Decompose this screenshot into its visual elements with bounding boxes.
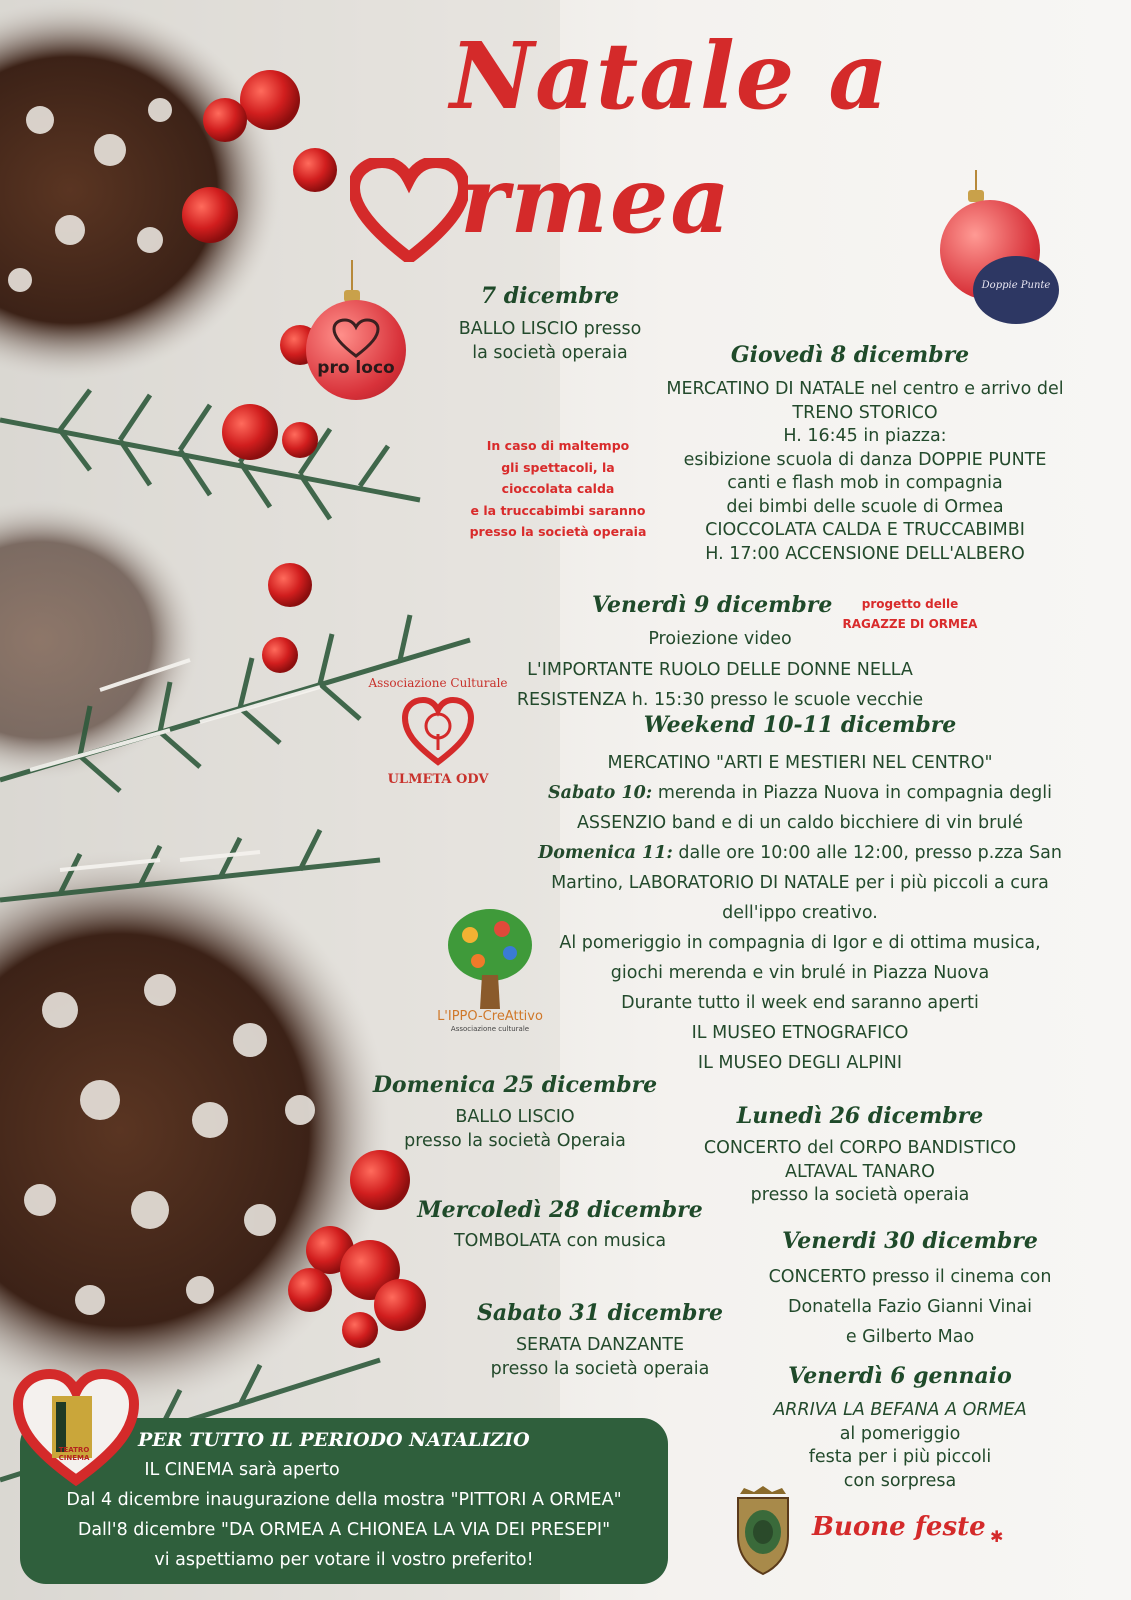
doppie-punte-text: Doppie Punte <box>981 280 1051 291</box>
event-date-26-dicembre: Lunedì 26 dicembre <box>736 1103 984 1129</box>
event-line: Proiezione video <box>648 629 792 649</box>
note-line: progetto delle <box>861 597 959 611</box>
event-line: con sorpresa <box>843 1470 957 1491</box>
note-line: cioccolata calda <box>501 481 615 496</box>
event-line: presso la società operaia <box>750 1185 970 1205</box>
event-line: la società operaia <box>472 342 628 363</box>
event-line: IL MUSEO DEGLI ALPINI <box>697 1053 903 1073</box>
ornament-hook <box>975 170 977 192</box>
event-line: CONCERTO presso il cinema con <box>768 1267 1052 1287</box>
event-line: CONCERTO del CORPO BANDISTICO <box>703 1138 1017 1158</box>
heart-tree-icon <box>402 696 474 766</box>
doppie-punte-logo <box>973 256 1059 324</box>
event-line: canti e flash mob in compagnia <box>727 473 1003 493</box>
note-line: gli spettacoli, la <box>501 459 615 475</box>
event-line: ASSENZIO band e di un caldo bicchiere di vin brulé <box>576 813 1024 833</box>
event-line: presso la società operaia <box>490 1358 710 1379</box>
pro-loco-logo <box>306 300 406 400</box>
ippo-creattivo-logo <box>420 905 560 1055</box>
cinema-heart-logo <box>12 1368 140 1486</box>
event-text-6-gennaio <box>740 1399 1060 1493</box>
event-line <box>500 838 1100 868</box>
weather-note <box>458 435 658 543</box>
note-line: In caso di maltempo <box>486 438 630 453</box>
event-line: ALTAVAL TANARO <box>785 1161 935 1182</box>
event-date-9-dicembre: Venerdì 9 dicembre <box>592 592 833 618</box>
note-line: RAGAZZE DI ORMEA <box>842 617 978 631</box>
event-text-28-dicembre <box>410 1230 710 1254</box>
event-line: L'IMPORTANTE RUOLO DELLE DONNE NELLA <box>527 659 913 680</box>
domenica-label: Domenica 11: <box>538 843 673 863</box>
event-text-31-dicembre <box>460 1334 740 1381</box>
event-line: BALLO LISCIO <box>455 1107 575 1127</box>
event-line: festa per i più piccoli <box>808 1447 992 1467</box>
event-line: Durante tutto il week end saranno aperti <box>621 993 979 1013</box>
event-line: giochi merenda e vin brulé in Piazza Nuova <box>610 963 990 983</box>
event-text-weekend <box>500 748 1100 1078</box>
event-line: MERCATINO "ARTI E MESTIERI NEL CENTRO" <box>607 753 993 773</box>
event-line: Al pomeriggio in compagnia di Igor e di ottima musica, <box>559 933 1041 953</box>
event-date-7-dicembre: 7 dicembre <box>480 283 620 309</box>
event-line: H. 17:00 ACCENSIONE DELL'ALBERO <box>705 543 1025 564</box>
event-date-weekend: Weekend 10-11 dicembre <box>643 712 957 738</box>
event-line: IL MUSEO ETNOGRAFICO <box>691 1023 909 1043</box>
event-text-25-dicembre <box>370 1106 660 1153</box>
star-icon: ✱ <box>990 1529 1004 1546</box>
event-date-28-dicembre: Mercoledì 28 dicembre <box>417 1197 703 1223</box>
event-line: TRENO STORICO <box>792 402 938 423</box>
ornament-hook <box>351 260 353 290</box>
ippo-creattivo-sub: Associazione culturale <box>450 1025 530 1033</box>
banner-line: Dal 4 dicembre inaugurazione della mostra "PITTORI A ORMEA" <box>66 1490 622 1510</box>
event-line: TOMBOLATA con musica <box>453 1231 667 1251</box>
sabato-label: Sabato 10: <box>548 783 653 803</box>
event-line: dei bimbi delle scuole di Ormea <box>726 496 1004 517</box>
event-date-31-dicembre: Sabato 31 dicembre <box>477 1300 723 1326</box>
banner-title: PER TUTTO IL PERIODO NATALIZIO <box>138 1429 530 1451</box>
domenica-text: dalle ore 10:00 alle 12:00, presso p.zza San <box>672 843 1062 863</box>
event-text-7-dicembre <box>420 318 680 365</box>
event-line: ARRIVA LA BEFANA A ORMEA <box>773 1400 1027 1420</box>
event-line: H. 16:45 in piazza: <box>783 426 947 446</box>
banner-line: vi aspettiamo per votare il vostro preferito! <box>154 1550 534 1570</box>
title-line1: Natale a <box>450 22 889 130</box>
ulmeta-logo <box>368 676 508 800</box>
buone-feste: Buone feste <box>812 1512 986 1542</box>
event-line: CIOCCOLATA CALDA E TRUCCABIMBI <box>705 520 1025 540</box>
event-line: presso la società Operaia <box>404 1130 626 1151</box>
heart-icon <box>350 158 468 262</box>
tree-icon <box>440 905 540 1015</box>
ippo-creattivo-text: L'IPPO-CreAttivo <box>437 1009 543 1024</box>
event-date-6-gennaio: Venerdì 6 gennaio <box>788 1363 1012 1389</box>
event-text-30-dicembre <box>735 1262 1085 1352</box>
event-text-26-dicembre <box>660 1137 1060 1208</box>
banner-line: IL CINEMA sarà aperto <box>144 1460 340 1480</box>
event-date-25-dicembre: Domenica 25 dicembre <box>372 1072 658 1098</box>
event-date-8-dicembre: Giovedì 8 dicembre <box>730 342 970 368</box>
event-line: BALLO LISCIO presso <box>458 319 642 339</box>
coat-of-arms-icon <box>728 1484 798 1576</box>
event-line: e Gilberto Mao <box>845 1327 975 1347</box>
pro-loco-text: pro loco <box>317 358 395 378</box>
event-line: Donatella Fazio Gianni Vinai <box>787 1297 1033 1317</box>
ulmeta-text: ULMETA ODV <box>387 772 489 787</box>
sabato-text: merenda in Piazza Nuova in compagnia degli <box>652 783 1052 803</box>
event-line: RESISTENZA h. 15:30 presso le scuole vecchie <box>516 690 924 710</box>
note-line: e la truccabimbi saranno <box>470 502 646 518</box>
event-line: al pomeriggio <box>839 1423 961 1444</box>
title-line2: rmea <box>460 146 732 254</box>
event-text-8-dicembre <box>630 378 1100 566</box>
note-line: presso la società operaia <box>469 524 647 539</box>
event-line: Martino, LABORATORIO DI NATALE per i più piccoli a cura <box>551 873 1049 893</box>
associazione-text: Associazione Culturale <box>368 676 508 690</box>
event-text-9-dicembre <box>470 624 970 716</box>
banner-line: Dall'8 dicembre "DA ORMEA A CHIONEA LA VIA DEI PRESEPI" <box>77 1520 611 1540</box>
heart-icon <box>332 318 380 358</box>
event-line <box>500 778 1100 808</box>
event-line: dell'ippo creativo. <box>722 903 878 923</box>
event-line: esibizione scuola di danza DOPPIE PUNTE <box>683 449 1047 470</box>
event-line: SERATA DANZANTE <box>515 1335 685 1355</box>
event-date-30-dicembre: Venerdi 30 dicembre <box>782 1228 1038 1254</box>
event-line: MERCATINO DI NATALE nel centro e arrivo del <box>666 379 1064 399</box>
cinema-logo-text: TEATRO CINEMA <box>58 1446 90 1462</box>
